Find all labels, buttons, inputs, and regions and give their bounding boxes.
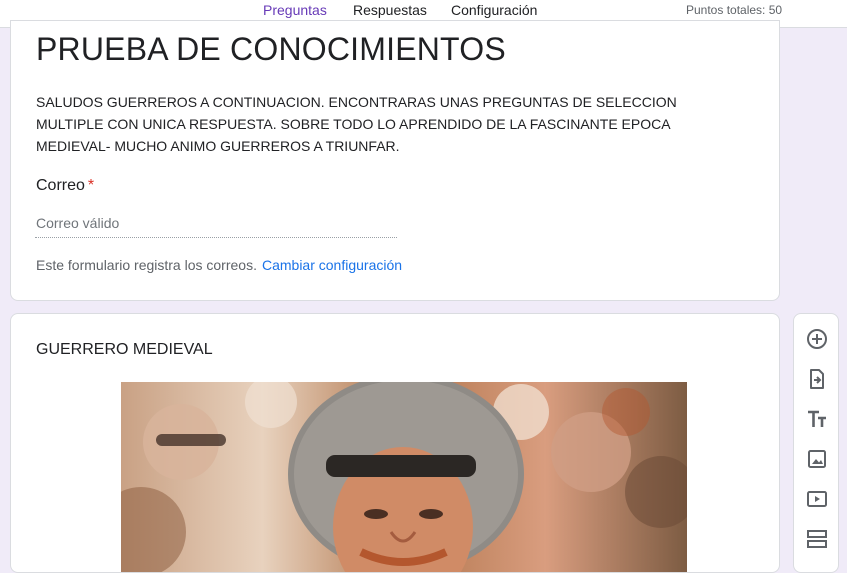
knight-illustration — [121, 382, 687, 572]
form-title[interactable]: PRUEBA DE CONOCIMIENTOS — [36, 31, 506, 67]
email-label-text: Correo — [36, 177, 85, 194]
total-points: Puntos totales: 50 — [686, 3, 783, 17]
side-toolbar — [793, 313, 839, 573]
import-questions-icon[interactable] — [805, 367, 829, 391]
email-notice — [36, 257, 402, 273]
add-image-icon[interactable] — [805, 447, 829, 471]
required-asterisk: * — [87, 177, 95, 194]
add-question-icon[interactable] — [805, 327, 829, 351]
email-notice-text: Este formulario registra los correos. — [36, 257, 257, 273]
tab-preguntas[interactable]: Preguntas — [263, 2, 327, 18]
section-card — [10, 313, 780, 573]
add-video-icon[interactable] — [805, 487, 829, 511]
tab-configuracion[interactable]: Configuración — [451, 2, 538, 18]
change-settings-link[interactable]: Cambiar configuración — [261, 257, 403, 273]
form-header-card — [10, 20, 780, 301]
add-section-icon[interactable] — [805, 527, 829, 551]
section-title[interactable]: GUERRERO MEDIEVAL — [36, 341, 213, 358]
email-input[interactable] — [35, 208, 397, 238]
tab-respuestas[interactable]: Respuestas — [353, 2, 427, 18]
knight-image[interactable] — [121, 382, 687, 572]
email-label — [36, 177, 94, 195]
form-description[interactable]: SALUDOS GUERREROS A CONTINUACION. ENCONTRARAS UNAS PREGUNTAS DE SELECCION MULTIPLE CON UNICA RESPUESTA. SOBRE TODO LO APRENDIDO DE LA FASCINANTE EPOCA MEDIEVAL- MUCHO ANIMO GUERREROS A TRIUNFAR. — [36, 94, 677, 154]
add-title-icon[interactable] — [805, 407, 829, 431]
